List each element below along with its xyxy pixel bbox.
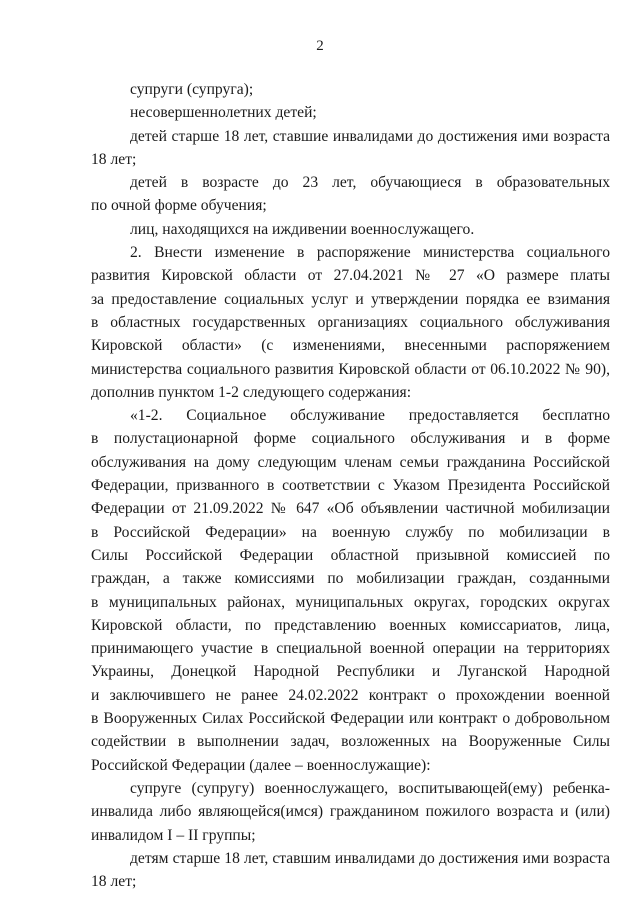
text-line: в Вооруженных Силах Российской Федерации или контракт о добровольном — [91, 710, 610, 728]
text-line: Кировской области, по представлению военных комиссариатов, лица, — [91, 616, 610, 634]
text-line: Федерации, призванного в соответствии с Указом Президента Российской — [91, 477, 610, 495]
text-line: в полустационарной форме социального обслуживания и в форме — [91, 430, 610, 448]
text-line: граждан, а также комиссиями по мобилизации граждан, созданными — [91, 570, 610, 588]
text-line: детям старше 18 лет, ставшим инвалидами до достижения ими возраста — [130, 849, 610, 867]
text-line: супруге (супругу) военнослужащего, воспитывающей(ему) ребенка- — [130, 779, 610, 797]
text-line: министерства социального развития Кировской области от 06.10.2022 № 90), — [91, 360, 610, 378]
text-line: Кировской области» (с изменениями, внесенными распоряжением — [91, 337, 610, 355]
text-line: Федерации от 21.09.2022 № 647 «Об объявлении частичной мобилизации — [91, 500, 610, 518]
text-line: Силы Российской Федерации областной призывной комиссией по — [91, 546, 610, 564]
text-line: и заключившего не ранее 24.02.2022 контракт о прохождении военной — [91, 686, 610, 704]
text-line: в областных государственных организациях социального обслуживания — [91, 313, 610, 331]
text-line: инвалидом I – II группы; — [91, 826, 256, 844]
text-line: 18 лет; — [91, 150, 137, 168]
text-line: лиц, находящихся на иждивении военнослужащего. — [130, 220, 475, 238]
text-line: в Российской Федерации» на военную службу по мобилизации в — [91, 523, 610, 541]
text-line: развития Кировской области от 27.04.2021 № 27 «О размере платы — [91, 267, 610, 285]
text-line: принимающего участие в специальной военной операции на территориях — [91, 640, 610, 658]
text-line: 18 лет; — [91, 873, 137, 891]
text-line: супруги (супруга); — [130, 81, 254, 98]
page-number: 2 — [316, 38, 324, 54]
text-line: детей в возрасте до 23 лет, обучающиеся в образовательных — [130, 174, 610, 192]
text-line: за предоставление социальных услуг и утверждении порядка ее взимания — [91, 290, 610, 308]
text-line: инвалида либо являющейся(имся) гражданином пожилого возраста и (или) — [91, 803, 610, 821]
text-line: детей старше 18 лет, ставшие инвалидами до достижения ими возраста — [130, 127, 610, 145]
text-line: Украины, Донецкой Народной Республики и Луганской Народной — [91, 663, 610, 681]
text-line: Российской Федерации (далее – военнослужащие): — [91, 756, 431, 774]
text-line: несовершеннолетних детей; — [130, 104, 317, 122]
text-line: «1-2. Социальное обслуживание предоставляется бесплатно — [130, 407, 610, 425]
document-body — [91, 78, 610, 893]
text-line: дополнив пунктом 1-2 следующего содержания: — [91, 383, 412, 401]
text-line: 2. Внести изменение в распоряжение министерства социального — [130, 244, 610, 262]
text-line: обслуживания на дому следующим членам семьи гражданина Российской — [91, 453, 610, 471]
text-line: по очной форме обучения; — [91, 197, 267, 215]
text-line: содействии в выполнении задач, возложенных на Вооруженные Силы — [91, 733, 610, 751]
text-line: в муниципальных районах, муниципальных округах, городских округах — [91, 593, 610, 611]
